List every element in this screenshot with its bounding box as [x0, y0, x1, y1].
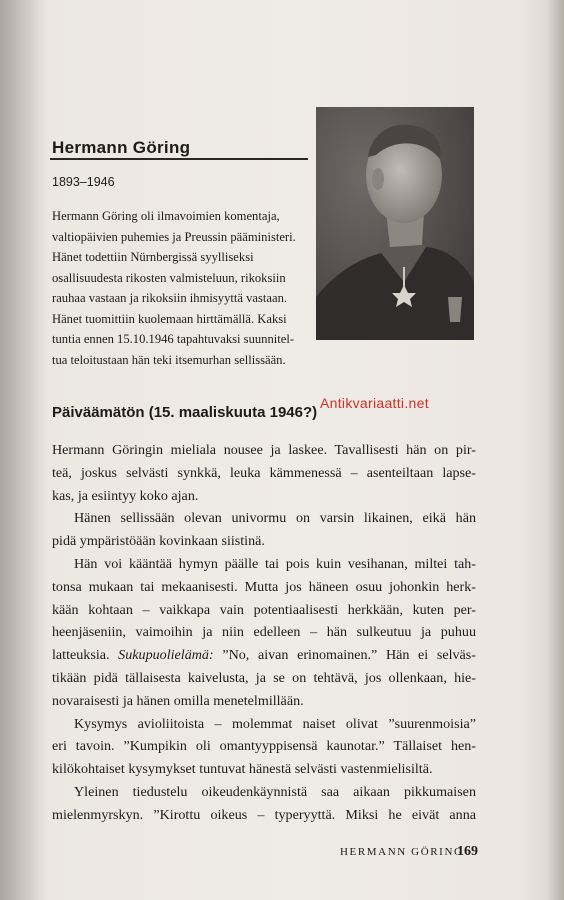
body-line: Hermann Göringin mieliala nousee ja laskee. Tavallisesti hän on pir-	[52, 442, 476, 458]
body-line: kilökohtaiset kysymykset tuntuvat hänestä selvästi vastenmielisiltä.	[52, 761, 433, 778]
portrait-illustration	[316, 107, 474, 340]
page-edge-shadow	[546, 0, 564, 900]
biography-line: Hänet tuomittiin kuolemaan hirttämällä. Kaksi	[52, 311, 287, 326]
body-line: eri tavoin. ”Kumpikin oli omantyyppisensä kaunotar.” Tällaiset hen-	[52, 738, 476, 755]
italic-term: Sukupuolielämä:	[118, 647, 214, 664]
body-line: teä, joskus selvästi synkkä, leuka kämmenessä – asenteiltaan lapse-	[52, 464, 476, 481]
sidebar-title: Hermann Göring	[52, 138, 191, 157]
watermark-text: Antikvariaatti.net	[320, 395, 429, 411]
biography-line: tua teloitustaan hän teki itsemurhan sellissään.	[52, 352, 286, 367]
body-line: Kysymys avioliitoista – molemmat naiset olivat ”suurenmoisia”	[74, 715, 476, 732]
page-number: 169	[457, 844, 478, 859]
biography-line: osallisuudesta rikosten valmisteluun, rikoksiin	[52, 270, 286, 285]
body-text	[52, 439, 476, 827]
binding-shadow	[0, 0, 48, 900]
biography-line: Hänet todettiin Nürnbergissä syylliseksi	[52, 250, 254, 264]
body-line: latteuksia. Sukupuolielämä: ”No, aivan erinomainen.” Hän ei selväs-	[52, 647, 476, 664]
body-line: tonsa mukaan tai mekaanisesti. Mutta jos häneen osuu johonkin herk-	[52, 578, 476, 595]
body-line: heenjäseniin, vaimoihin ja niin edelleen – hän sulkeutuu ja puhuu	[52, 624, 476, 641]
biography-line: valtiopäivien puhemies ja Preussin pääministeri.	[52, 229, 296, 244]
body-line: kään kohtaan – vaikkapa vain potentiaalisesti herkkään, kuten per-	[52, 601, 476, 618]
body-line: Hänen sellissään olevan univormu on varsin likainen, eikä hän	[74, 510, 476, 527]
biography-line: tuntia ennen 15.10.1946 tapahtuvaksi suunnitel-	[52, 332, 295, 346]
body-line: pidä ympäristöään kovinkaan siistinä.	[52, 533, 265, 550]
sidebar-biography	[52, 206, 314, 370]
body-line: novaraisesti ja hänen omilla menetelmillään.	[52, 692, 304, 709]
portrait-photo	[316, 107, 474, 340]
body-line: kas, ja esiintyy koko ajan.	[52, 487, 199, 504]
body-line: mielenmyrskyn. ”Kirottu oikeus – typeryyttä. Miksi he eivät anna	[52, 806, 476, 823]
running-head: HERMANN GÖRING	[340, 846, 464, 858]
body-line: Hän voi kääntää hymyn päälle tai pois kuin vesihanan, miltei tah-	[74, 555, 476, 572]
section-heading: Päiväämätön (15. maaliskuuta 1946?)	[52, 404, 318, 421]
body-line: Yleinen tiedustelu oikeudenkäynnistä saa aikaan pikkumaisen	[74, 783, 476, 800]
sidebar-years: 1893–1946	[52, 175, 115, 189]
biography-line: Hermann Göring oli ilmavoimien komentaja,	[52, 209, 280, 223]
title-rule	[50, 158, 308, 160]
biography-line: rauhaa vastaan ja rikoksiin ihmisyyttä vastaan.	[52, 291, 288, 305]
body-line: tikään pidä tällaisesta kaivelusta, ja se on tehtävä, jos ollenkaan, hie-	[52, 669, 476, 686]
